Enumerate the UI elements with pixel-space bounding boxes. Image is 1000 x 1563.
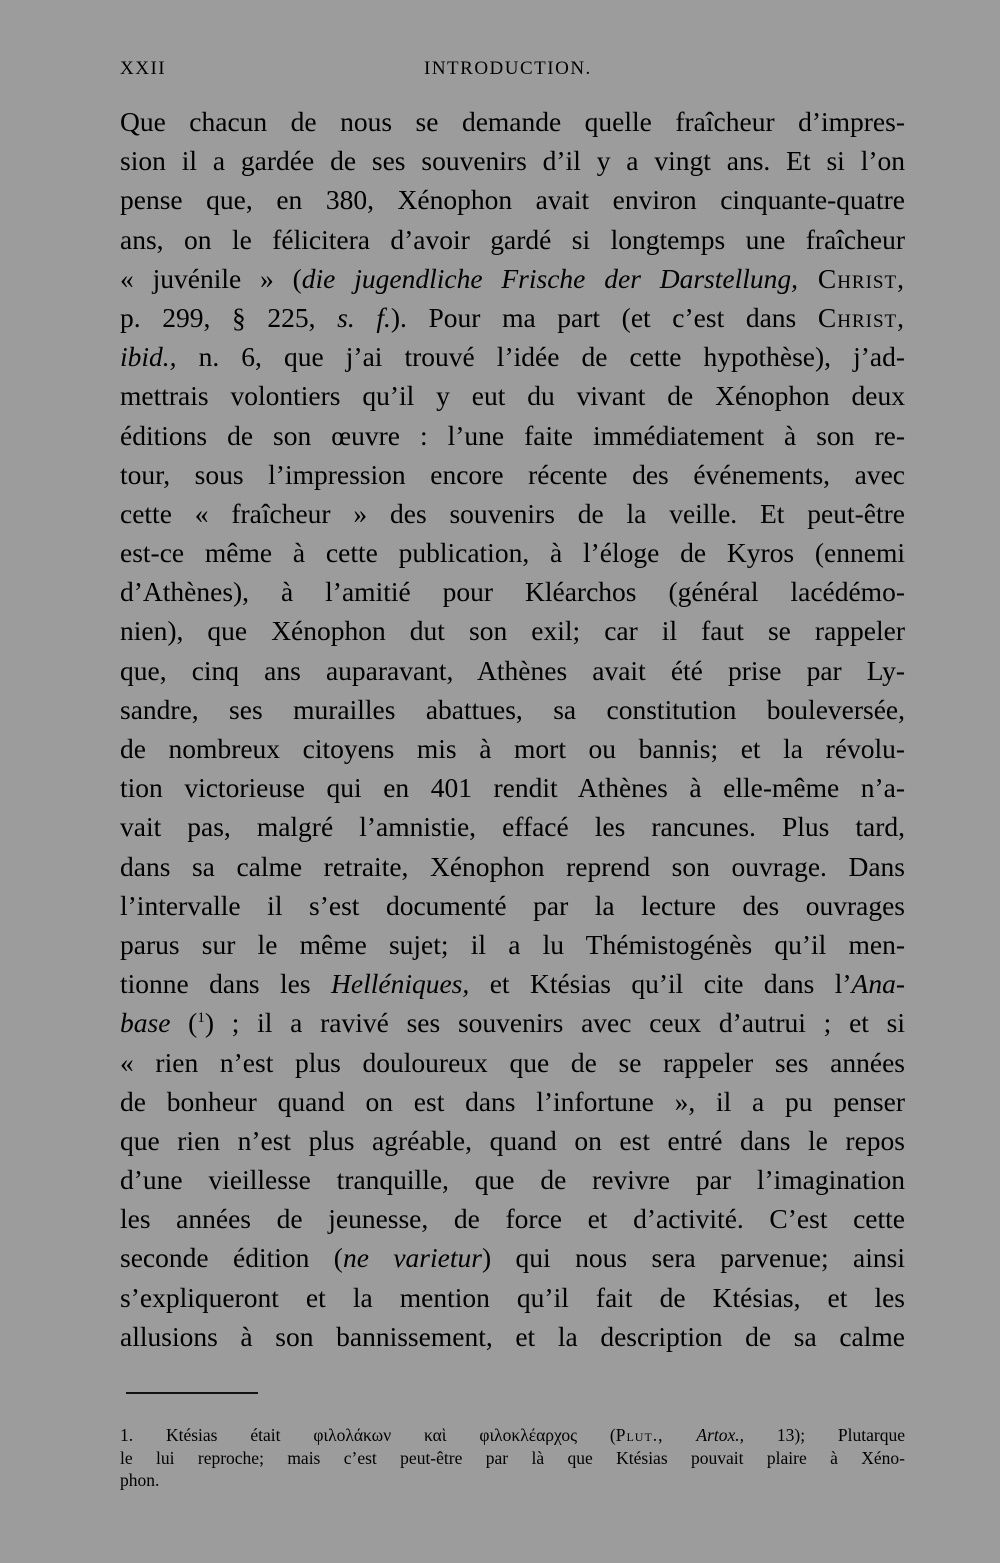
footnote-rule [126, 1392, 258, 1394]
text-line: ans, on le félicitera d’avoir gardé si longtemps une fraîcheur [120, 223, 905, 255]
author-name: Christ, [798, 262, 905, 294]
italic-ref: ibid., [120, 341, 177, 373]
footnote-line: le lui reproche; mais c’est peut-être par là que Ktésias pouvait plaire à Xéno- [120, 1447, 905, 1468]
text-span: n. 6, que j’ai trouvé l’idée de cette hypothèse), j’ad- [176, 341, 905, 373]
text-span: seconde édition ( [120, 1242, 343, 1274]
text-line: les années de jeunesse, de force et d’activité. C’est cette [120, 1203, 905, 1235]
text-line: « rien n’est plus douloureux que de se rappeler ses années [120, 1046, 905, 1078]
text-span: 13); Plutarque [744, 1425, 905, 1445]
text-line: tour, sous l’impression encore récente des événements, avec [120, 458, 905, 490]
work-title: Helléniques, [331, 968, 470, 1000]
work-title: base [120, 1007, 171, 1039]
text-line: sion il a gardée de ses souvenirs d’il y a vingt ans. Et si l’on [120, 145, 905, 177]
text-span: 1. Ktésias était φιλολάκων καὶ φιλοκλέαρχος ( [120, 1425, 616, 1445]
author-name: Christ, [817, 301, 905, 333]
text-line: pense que, en 380, Xénophon avait environ cinquante-quatre [120, 184, 905, 216]
text-line: s’expliqueront et la mention qu’il fait de Ktésias, et les [120, 1281, 905, 1313]
text-span: ) qui nous sera parvenue; ainsi [481, 1242, 905, 1274]
text-line [120, 964, 905, 1003]
text-line: de bonheur quand on est dans l’infortune », il a pu penser [120, 1085, 905, 1117]
footnote-line: phon. [120, 1470, 160, 1490]
footnotes [120, 1424, 905, 1492]
text-span: ) ; il a ravivé ses souvenirs avec ceux d’autrui ; et si [204, 1007, 905, 1039]
page-number: XXII [120, 58, 167, 79]
text-line: est-ce même à cette publication, à l’éloge de Kyros (ennemi [120, 537, 905, 569]
text-span [664, 1425, 697, 1445]
text-span: p. 299, § 225, [120, 301, 338, 333]
text-line: cette « fraîcheur » des souvenirs de la veille. Et peut-être [120, 497, 905, 529]
text-line: vait pas, malgré l’amnistie, effacé les rancunes. Plus tard, [120, 811, 905, 843]
text-line: tion victorieuse qui en 401 rendit Athènes à elle-même n’a- [120, 772, 905, 804]
text-line: nien), que Xénophon dut son exil; car il faut se rappeler [120, 615, 905, 647]
text-line: sandre, ses murailles abattues, sa constitution bouleversée, [120, 693, 905, 725]
footnote-marker: 1 [197, 1010, 205, 1027]
text-span: ). Pour ma part (et c’est dans [390, 301, 818, 333]
german-quote: die jugendliche Frische der Darstellung, [301, 262, 799, 294]
text-line [120, 1238, 905, 1277]
text-line: d’Athènes), à l’amitié pour Kléarchos (général lacédémo- [120, 576, 905, 608]
text-line: que rien n’est plus agréable, quand on est entré dans le repos [120, 1124, 905, 1156]
text-line [120, 337, 905, 376]
text-span: tionne dans les [120, 968, 332, 1000]
text-line [120, 298, 905, 337]
text-span: ( [170, 1007, 198, 1039]
text-line: Que chacun de nous se demande quelle fraîcheur d’impres- [120, 106, 905, 137]
text-span: « juvénile » ( [120, 262, 302, 294]
footnote-line [120, 1424, 905, 1447]
text-line: allusions à son bannissement, et la description de sa calme [120, 1320, 905, 1352]
running-title: INTRODUCTION. [424, 58, 592, 79]
text-line: dans sa calme retraite, Xénophon reprend son ouvrage. Dans [120, 850, 905, 882]
work-title: Ana- [851, 968, 905, 1000]
italic-ref: s. f. [337, 301, 391, 333]
running-head [120, 58, 900, 88]
author-name: Plut., [615, 1425, 664, 1445]
text-line [120, 1003, 905, 1042]
work-title: Artox., [696, 1425, 745, 1445]
text-line: l’intervalle il s’est documenté par la lecture des ouvrages [120, 889, 905, 921]
text-span: et Ktésias qu’il cite dans l’ [469, 968, 852, 1000]
latin-phrase: ne varietur [342, 1242, 482, 1274]
text-line: d’une vieillesse tranquille, que de revivre par l’imagination [120, 1164, 905, 1196]
text-line: de nombreux citoyens mis à mort ou bannis; et la révolu- [120, 733, 905, 764]
body-text [120, 102, 905, 1356]
text-line: mettrais volontiers qu’il y eut du vivant de Xénophon deux [120, 380, 905, 412]
text-line: parus sur le même sujet; il a lu Thémistogénès qu’il men- [120, 928, 905, 960]
text-line [120, 259, 905, 298]
text-line: éditions de son œuvre : l’une faite immédiatement à son re- [120, 419, 905, 451]
text-line: que, cinq ans auparavant, Athènes avait été prise par Ly- [120, 654, 905, 686]
